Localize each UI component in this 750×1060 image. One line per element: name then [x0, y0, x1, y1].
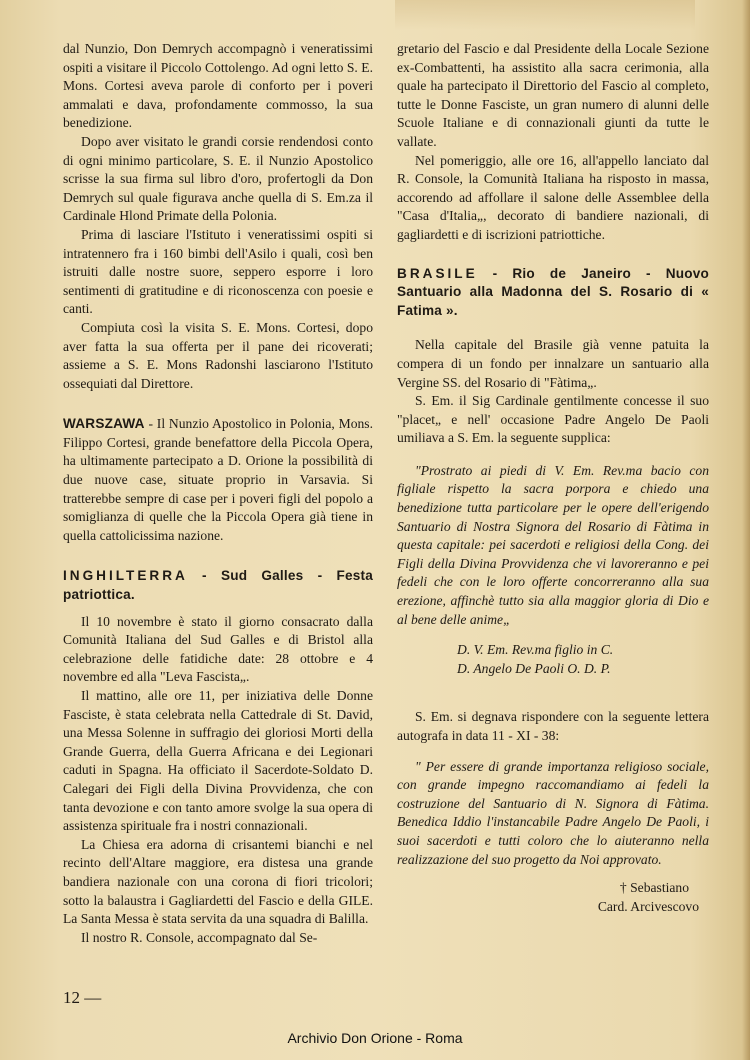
paragraph: Prima di lasciare l'Istituto i veneratissimi ospiti si intratennero fra i 160 bimbi dell'Asilo i quali, così ben istruiti dalle nostre suore, seppero esporre i loro sentimenti di gratitudine e di riconoscenza con poesie e canti.	[63, 226, 373, 317]
paragraph: S. Em. si degnava rispondere con la seguente lettera autografa in data 11 - XI - 38:	[397, 709, 709, 743]
paragraph: Il nostro R. Console, accompagnato dal Se-	[81, 929, 318, 945]
signature-line: D. Angelo De Paoli O. D. P.	[457, 660, 611, 676]
paragraph: Dopo aver visitato le grandi corsie rendendosi conto di ogni minimo particolare, S. E. il Nunzio Apostolico scrisse la sua firma sul libro d'oro, profertogli da Don Demrych sul quale figurava anche quella di S. Em.za il Cardinale Hlond Primate della Polonia.	[63, 133, 373, 224]
quote-supplica: "Prostrato ai piedi di V. Em. Rev.ma bacio con figliale rispetto la sacra porpora e chiedo una benedizione tutta particolare per le opere dell'erigendo Santuario di Nostra Signora del Rosario di Fàtima in questa capitale: pei sacerdoti e religiosi della Cong. dei Figli della Divina Provvidenza che vi lavoreranno e pei fedeli che con le loro offerte concorreranno alla sua erezione, affinchè tutto sia alla maggior gloria di Dio e al bene delle anime„	[397, 462, 709, 627]
section-heading-warszawa: WARSZAWA	[63, 416, 145, 432]
section-heading-inghilterra	[63, 567, 373, 604]
heading-city: BRASILE	[397, 265, 478, 281]
paragraph: Nel pomeriggio, alle ore 16, all'appello lanciato dal R. Console, la Comunità Italiana ha risposto in massa, accorendo ad affollare il salone delle Assemblee della "Casa d'Italia„, decorato di bandiere nazionali, di gagliardetti e di iscrizioni patriottiche.	[397, 152, 709, 242]
signature-line: Card. Arcivescovo	[597, 898, 699, 914]
paragraph: Nella capitale del Brasile già venne patuita la compera di un fondo per innalzare un santuario alla Vergine SS. del Rosario di "Fàtima„.	[397, 337, 709, 390]
paragraph: S. Em. il Sig Cardinale gentilmente concesse il suo "placet„ e nell' occasione Padre Angelo De Paoli umiliava a S. Em. la seguente supplica:	[397, 393, 709, 446]
page-edge	[742, 0, 750, 1060]
warszawa-section	[63, 415, 373, 545]
quote-lettera: " Per essere di grande importanza religioso sociale, con grande impegno raccomandiamo ai fedeli la costruzione del Santuario di N. Signora di Fàtima. Benedica Iddio l'instancabile Padre Angelo De Paoli, i suoi sacerdoti e tutti coloro che lo aiuteranno nella realizzazione del suo progetto da Noi approvato.	[397, 758, 709, 867]
paragraph: La Chiesa era adorna di crisantemi bianchi e nel recinto dell'Altare maggiore, era distesa una grande bandiera nazionale con una corona di fiori tricolori; sotto la balaustra i Gagliardetti del Fascio e della GILE. La Santa Messa è stata servita da una squadra di Balilla.	[63, 836, 373, 927]
paragraph: gretario del Fascio e dal Presidente della Locale Sezione ex-Combattenti, ha assistito alla sacra cerimonia, alla quale ha partecipato il Direttorio del Fascio al completo, tutte le Donne Fasciste, un gran numero di alunni delle Scuole Italiane e di connazionali giunti da tutte le vallate.	[397, 41, 709, 149]
archive-footer: Archivio Don Orione - Roma	[287, 1030, 463, 1046]
right-column	[397, 40, 709, 916]
paragraph: Compiuta così la visita S. E. Mons. Cortesi, dopo aver fatta la sua offerta per il pane dei ricoverati; assieme a S. E. Mons Radonshi lasciarono l'Istituto ossequiati dal Direttore.	[63, 319, 373, 391]
signature-line: † Sebastiano	[619, 880, 689, 896]
paragraph: - Il Nunzio Apostolico in Polonia, Mons. Filippo Cortesi, grande benefattore della Piccola Opera, ha ultimamente partecipato a D. Orione la possibilità di due nuove case, situate proprio in Varsavia. Si tratterebbe sempre di case per i poveri figli del popolo a somiglianza di quelle che la Piccola Opera già tiene in quella cattolicissima nazione.	[63, 416, 373, 543]
left-column	[63, 40, 373, 947]
signature-line: D. V. Em. Rev.ma figlio in C.	[457, 642, 614, 658]
paragraph: dal Nunzio, Don Demrych accompagnò i veneratissimi ospiti a visitare il Piccolo Cottolengo. Ad ogni letto S. E. Mons. Cortesi aveva parole di conforto per i poveri ammalati e dava, profondamente commosso, la sua benedizione.	[63, 41, 373, 131]
section-heading-brasile	[397, 265, 709, 321]
heading-title: - Sud Galles - Festa patriottica.	[63, 568, 373, 603]
page-number: 12 —	[63, 988, 102, 1007]
paper-shadow	[395, 0, 695, 30]
paragraph: Il 10 novembre è stato il giorno consacrato dalla Comunità Italiana del Sud Galles e di Bristol alla celebrazione delle fatidiche date: 28 ottobre e 4 novembre ed alla "Leva Fascista„.	[63, 613, 373, 685]
heading-city: INGHILTERRA	[63, 568, 188, 584]
paragraph: Il mattino, alle ore 11, per iniziativa delle Donne Fasciste, è stata celebrata nella Cattedrale di St. David, una Messa Solenne in suffragio dei gloriosi Morti della Grande Guerra, della Guerra Africana e dei Legionari caduti in Spagna. Ha officiato il Sacerdote-Soldato D. Calegari dei Figli della Divina Provvidenza, che con tanta devozione e con tanto amore svolge la sua opera di assistenza spirituale fra i nostri connazionali.	[63, 688, 373, 834]
heading-title: - Rio de Janeiro - Nuovo Santuario alla Madonna del S. Rosario di « Fatima ».	[397, 265, 709, 318]
